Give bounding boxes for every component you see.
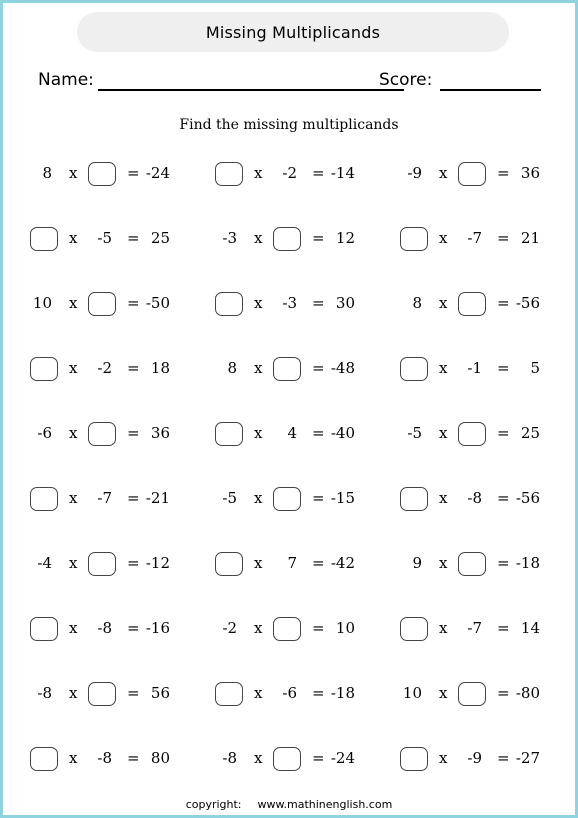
multiplier: -1 bbox=[467, 359, 482, 377]
times-sign: x bbox=[254, 749, 263, 767]
multiplicand: 9 bbox=[412, 554, 422, 572]
multiplier: -9 bbox=[467, 749, 482, 767]
times-sign: x bbox=[254, 424, 263, 442]
problem-r3-c2 bbox=[215, 292, 360, 318]
multiplicand: 10 bbox=[402, 684, 422, 702]
product: 25 bbox=[150, 229, 170, 247]
multiplicand: -2 bbox=[222, 619, 237, 637]
product: -15 bbox=[330, 489, 355, 507]
multiplier: -8 bbox=[97, 619, 112, 637]
equals-sign: = bbox=[312, 749, 325, 767]
website-link[interactable]: www.mathinenglish.com bbox=[257, 798, 393, 811]
times-sign: x bbox=[254, 489, 263, 507]
multiplier: -8 bbox=[97, 749, 112, 767]
multiplier: 7 bbox=[287, 554, 297, 572]
problem-r10-c1 bbox=[30, 747, 175, 773]
times-sign: x bbox=[254, 164, 263, 182]
equals-sign: = bbox=[497, 684, 510, 702]
multiplicand: 8 bbox=[42, 164, 52, 182]
equals-sign: = bbox=[127, 684, 140, 702]
answer-box[interactable] bbox=[88, 162, 116, 186]
problem-r6-c1 bbox=[30, 487, 175, 513]
problem-r3-c3 bbox=[400, 292, 545, 318]
multiplicand: 10 bbox=[32, 294, 52, 312]
product: 18 bbox=[150, 359, 170, 377]
problem-r5-c1 bbox=[30, 422, 175, 448]
times-sign: x bbox=[254, 359, 263, 377]
equals-sign: = bbox=[497, 164, 510, 182]
answer-box[interactable] bbox=[215, 292, 243, 316]
multiplicand: 8 bbox=[412, 294, 422, 312]
answer-box[interactable] bbox=[30, 747, 58, 771]
answer-box[interactable] bbox=[400, 747, 428, 771]
answer-box[interactable] bbox=[400, 617, 428, 641]
product: -56 bbox=[515, 489, 540, 507]
times-sign: x bbox=[69, 489, 78, 507]
answer-box[interactable] bbox=[273, 617, 301, 641]
product: 30 bbox=[335, 294, 355, 312]
times-sign: x bbox=[439, 359, 448, 377]
answer-box[interactable] bbox=[458, 552, 486, 576]
problem-r10-c3 bbox=[400, 747, 545, 773]
product: 80 bbox=[150, 749, 170, 767]
product: -12 bbox=[145, 554, 170, 572]
times-sign: x bbox=[254, 619, 263, 637]
equals-sign: = bbox=[127, 359, 140, 377]
equals-sign: = bbox=[127, 164, 140, 182]
times-sign: x bbox=[439, 294, 448, 312]
multiplicand: -8 bbox=[37, 684, 52, 702]
answer-box[interactable] bbox=[88, 422, 116, 446]
worksheet-title bbox=[77, 12, 509, 52]
answer-box[interactable] bbox=[30, 487, 58, 511]
product: -56 bbox=[515, 294, 540, 312]
product: 12 bbox=[335, 229, 355, 247]
equals-sign: = bbox=[312, 359, 325, 377]
multiplier: -3 bbox=[282, 294, 297, 312]
equals-sign: = bbox=[312, 294, 325, 312]
answer-box[interactable] bbox=[30, 227, 58, 251]
product: -14 bbox=[330, 164, 355, 182]
equals-sign: = bbox=[127, 294, 140, 312]
multiplier: -7 bbox=[467, 229, 482, 247]
product: -18 bbox=[515, 554, 540, 572]
equals-sign: = bbox=[127, 489, 140, 507]
times-sign: x bbox=[69, 749, 78, 767]
product: -42 bbox=[330, 554, 355, 572]
product: -24 bbox=[330, 749, 355, 767]
equals-sign: = bbox=[497, 424, 510, 442]
copyright-label: copyright: bbox=[185, 798, 242, 811]
multiplicand: -9 bbox=[407, 164, 422, 182]
answer-box[interactable] bbox=[273, 487, 301, 511]
multiplicand: -6 bbox=[37, 424, 52, 442]
equals-sign: = bbox=[127, 424, 140, 442]
equals-sign: = bbox=[312, 229, 325, 247]
name-score-row bbox=[38, 70, 543, 94]
product: -50 bbox=[145, 294, 170, 312]
multiplicand: -5 bbox=[222, 489, 237, 507]
times-sign: x bbox=[69, 294, 78, 312]
product: 36 bbox=[150, 424, 170, 442]
problem-r7-c2 bbox=[215, 552, 360, 578]
problem-r8-c3 bbox=[400, 617, 545, 643]
product: -18 bbox=[330, 684, 355, 702]
equals-sign: = bbox=[127, 619, 140, 637]
multiplicand: 8 bbox=[227, 359, 237, 377]
problem-r2-c2 bbox=[215, 227, 360, 253]
times-sign: x bbox=[439, 619, 448, 637]
multiplier: -7 bbox=[97, 489, 112, 507]
equals-sign: = bbox=[127, 554, 140, 572]
answer-box[interactable] bbox=[458, 422, 486, 446]
times-sign: x bbox=[439, 554, 448, 572]
product: 25 bbox=[520, 424, 540, 442]
problem-r9-c1 bbox=[30, 682, 175, 708]
answer-box[interactable] bbox=[458, 162, 486, 186]
problem-r2-c3 bbox=[400, 227, 545, 253]
name-label: Name: bbox=[38, 70, 94, 90]
answer-box[interactable] bbox=[273, 357, 301, 381]
times-sign: x bbox=[69, 359, 78, 377]
times-sign: x bbox=[439, 164, 448, 182]
answer-box[interactable] bbox=[88, 552, 116, 576]
problem-r1-c2 bbox=[215, 162, 360, 188]
product: -40 bbox=[330, 424, 355, 442]
times-sign: x bbox=[439, 489, 448, 507]
product: 21 bbox=[520, 229, 540, 247]
problem-r6-c3 bbox=[400, 487, 545, 513]
multiplicand: -8 bbox=[222, 749, 237, 767]
problem-r3-c1 bbox=[30, 292, 175, 318]
answer-box[interactable] bbox=[400, 357, 428, 381]
equals-sign: = bbox=[312, 684, 325, 702]
equals-sign: = bbox=[312, 554, 325, 572]
answer-box[interactable] bbox=[30, 617, 58, 641]
times-sign: x bbox=[69, 619, 78, 637]
problem-r9-c3 bbox=[400, 682, 545, 708]
answer-box[interactable] bbox=[88, 292, 116, 316]
problem-r2-c1 bbox=[30, 227, 175, 253]
problem-r7-c1 bbox=[30, 552, 175, 578]
product: 5 bbox=[530, 359, 540, 377]
problem-r5-c2 bbox=[215, 422, 360, 448]
problem-r1-c1 bbox=[30, 162, 175, 188]
name-blank-line[interactable] bbox=[98, 89, 404, 91]
equals-sign: = bbox=[497, 554, 510, 572]
multiplier: 4 bbox=[287, 424, 297, 442]
instructions: Find the missing multiplicands bbox=[179, 117, 399, 133]
answer-box[interactable] bbox=[273, 747, 301, 771]
equals-sign: = bbox=[127, 749, 140, 767]
answer-box[interactable] bbox=[458, 292, 486, 316]
times-sign: x bbox=[254, 229, 263, 247]
product: 56 bbox=[150, 684, 170, 702]
multiplier: -5 bbox=[97, 229, 112, 247]
multiplicand: -5 bbox=[407, 424, 422, 442]
score-label: Score: bbox=[379, 70, 433, 90]
multiplicand: -3 bbox=[222, 229, 237, 247]
problem-r7-c3 bbox=[400, 552, 545, 578]
times-sign: x bbox=[69, 229, 78, 247]
answer-box[interactable] bbox=[215, 422, 243, 446]
answer-box[interactable] bbox=[273, 227, 301, 251]
problem-r6-c2 bbox=[215, 487, 360, 513]
times-sign: x bbox=[254, 294, 263, 312]
product: -27 bbox=[515, 749, 540, 767]
multiplier: -6 bbox=[282, 684, 297, 702]
answer-box[interactable] bbox=[458, 682, 486, 706]
product: -21 bbox=[145, 489, 170, 507]
problem-r4-c3 bbox=[400, 357, 545, 383]
multiplier: -8 bbox=[467, 489, 482, 507]
times-sign: x bbox=[439, 684, 448, 702]
product: 14 bbox=[520, 619, 540, 637]
answer-box[interactable] bbox=[215, 162, 243, 186]
multiplier: -7 bbox=[467, 619, 482, 637]
equals-sign: = bbox=[312, 424, 325, 442]
answer-box[interactable] bbox=[30, 357, 58, 381]
times-sign: x bbox=[254, 554, 263, 572]
multiplier: -2 bbox=[97, 359, 112, 377]
problem-r9-c2 bbox=[215, 682, 360, 708]
times-sign: x bbox=[69, 424, 78, 442]
product: 10 bbox=[335, 619, 355, 637]
problem-r4-c2 bbox=[215, 357, 360, 383]
equals-sign: = bbox=[497, 229, 510, 247]
product: 36 bbox=[520, 164, 540, 182]
answer-box[interactable] bbox=[400, 227, 428, 251]
equals-sign: = bbox=[312, 619, 325, 637]
equals-sign: = bbox=[127, 229, 140, 247]
times-sign: x bbox=[69, 164, 78, 182]
equals-sign: = bbox=[497, 489, 510, 507]
problem-r10-c2 bbox=[215, 747, 360, 773]
footer bbox=[0, 798, 578, 811]
times-sign: x bbox=[439, 229, 448, 247]
times-sign: x bbox=[439, 749, 448, 767]
answer-box[interactable] bbox=[400, 487, 428, 511]
multiplicand: -4 bbox=[37, 554, 52, 572]
score-blank-line[interactable] bbox=[440, 89, 541, 91]
worksheet-title-text: Missing Multiplicands bbox=[205, 22, 381, 42]
equals-sign: = bbox=[312, 164, 325, 182]
product: -80 bbox=[515, 684, 540, 702]
multiplier: -2 bbox=[282, 164, 297, 182]
product: -48 bbox=[330, 359, 355, 377]
product: -24 bbox=[145, 164, 170, 182]
times-sign: x bbox=[69, 684, 78, 702]
product: -16 bbox=[145, 619, 170, 637]
equals-sign: = bbox=[312, 489, 325, 507]
problem-r5-c3 bbox=[400, 422, 545, 448]
problem-r8-c1 bbox=[30, 617, 175, 643]
answer-box[interactable] bbox=[88, 682, 116, 706]
equals-sign: = bbox=[497, 294, 510, 312]
equals-sign: = bbox=[497, 359, 510, 377]
answer-box[interactable] bbox=[215, 552, 243, 576]
equals-sign: = bbox=[497, 619, 510, 637]
problem-r4-c1 bbox=[30, 357, 175, 383]
equals-sign: = bbox=[497, 749, 510, 767]
times-sign: x bbox=[439, 424, 448, 442]
times-sign: x bbox=[69, 554, 78, 572]
problem-r8-c2 bbox=[215, 617, 360, 643]
answer-box[interactable] bbox=[215, 682, 243, 706]
problem-r1-c3 bbox=[400, 162, 545, 188]
times-sign: x bbox=[254, 684, 263, 702]
